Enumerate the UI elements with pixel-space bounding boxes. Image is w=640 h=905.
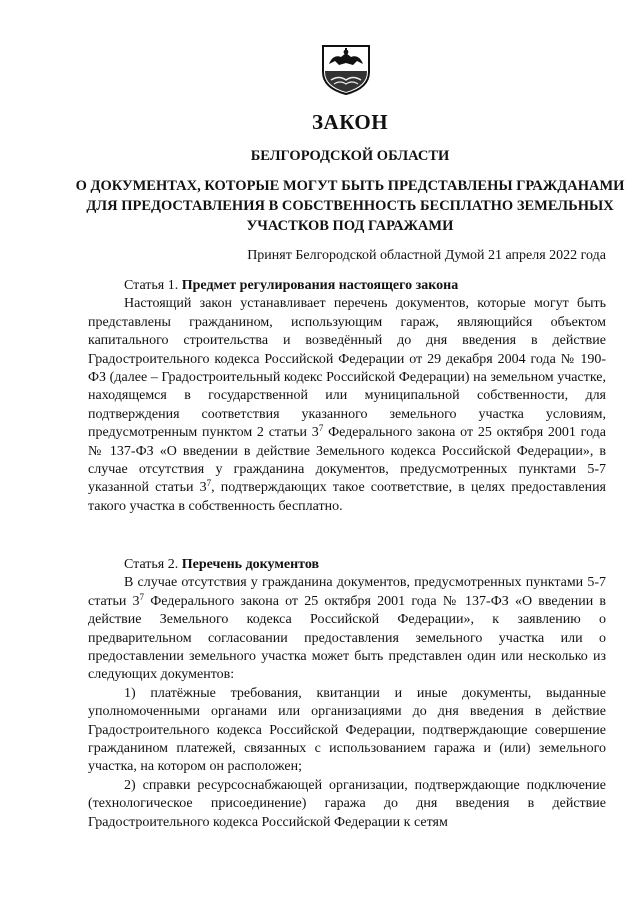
- article-1-paragraph: Настоящий закон устанавливает перечень документов, которые могут быть представлены гражданином, использующим гараж, являющийся объектом капитального строительства и возведённый до дня введения в действие Градостроительного кодекса Российской Федерации от 29 декабря 2004 года № 190-ФЗ (далее – Градостроительный кодекс Российской Федерации) на земельном участке, находящемся в государственной или муниципальной собственности, для подтверждения соответствия указанного земельного участка условиям, предусмотренным пунктом 2 статьи $3^7$ Федерального закона от 25 октября 2001 года № 137-ФЗ «О введении в действие Земельного кодекса Российской Федерации», в случае отсутствия у гражданина документов, предусмотренных пунктами 5-7 указанной статьи $3^7$, подтверждающих такое соответствие, в целях предоставления такого участка в собственность бесплатно.: [88, 296, 607, 514]
- article-2-title: Перечень документов: [181, 557, 320, 572]
- region-name: БЕЛГОРОДСКОЙ ОБЛАСТИ: [250, 148, 450, 164]
- article-1-title: Предмет регулирования настоящего закона: [181, 278, 459, 293]
- article-1: [88, 277, 606, 516]
- law-title: О ДОКУМЕНТАХ, КОТОРЫЕ МОГУТ БЫТЬ ПРЕДСТАВЛЕНЫ ГРАЖДАНАМИ ДЛЯ ПРЕДОСТАВЛЕНИЯ В СОБСТВЕННОСТЬ БЕСПЛАТНО ЗЕМЕЛЬНЫХ УЧАСТКОВ ПОД ГАРАЖАМИ: [75, 178, 625, 234]
- article-2: [88, 556, 606, 832]
- belgorod-coat-of-arms-icon: [321, 44, 371, 96]
- article-2-heading: [88, 556, 606, 574]
- document-type: ЗАКОН: [311, 110, 389, 134]
- article-2-label: Статья 2.: [124, 557, 179, 572]
- article-2-item-1: 1) платёжные требования, квитанции и иные документы, выданные уполномоченными органами или организациями до дня введения в действие Градостроительного кодекса Российской Федерации, подтверждающие совершение гражданином платежей, связанных с использованием гаража и (или) земельного участка, на котором он расположен;: [88, 685, 606, 775]
- article-1-label: Статья 1.: [124, 278, 179, 293]
- article-1-heading: [88, 277, 606, 295]
- article-2-intro: В случае отсутствия у гражданина документов, предусмотренных пунктами 5-7 статьи $3^7$ Федерального закона от 25 октября 2001 года № 137-ФЗ «О введении в действие Земельного кодекса Российской Федерации», к заявлению о предварительном согласовании предоставления земельного участка или о предоставлении земельного участка может быть представлен один или несколько из следующих документов:: [88, 575, 606, 683]
- adoption-line: Принят Белгородской областной Думой 21 апреля 2022 года: [247, 248, 606, 263]
- article-2-item-2: 2) справки ресурсоснабжающей организации, подтверждающие подключение (технологическое присоединение) гаража до дня введения в действие Градостроительного кодекса Российской Федерации к сетям: [88, 777, 606, 830]
